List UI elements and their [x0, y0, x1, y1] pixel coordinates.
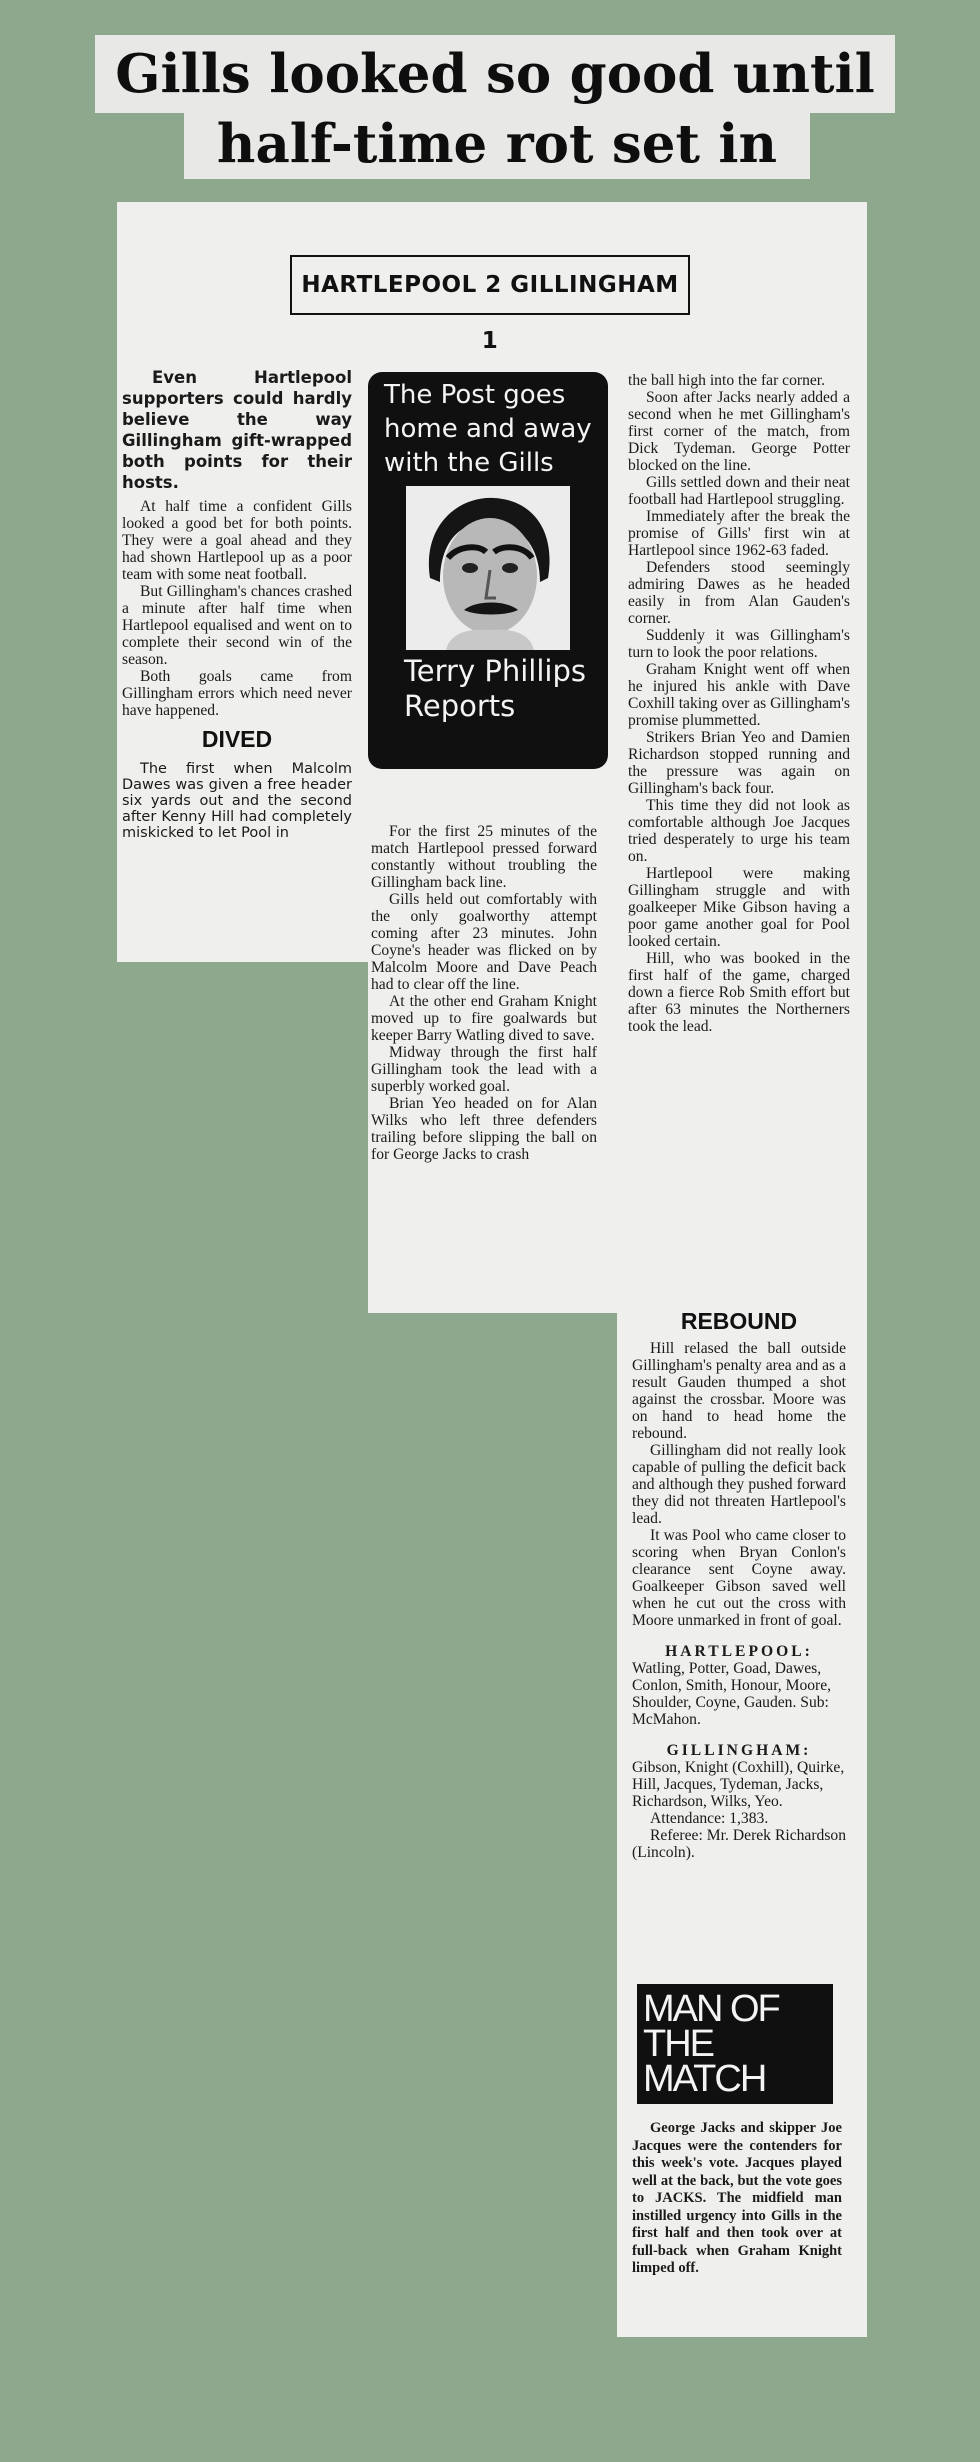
referee: Referee: Mr. Derek Richardson (Lincoln). [632, 1827, 846, 1861]
paragraph: Immediately after the break the promise of Gills' first win at Hartlepool since 1962-63 faded. [628, 508, 850, 559]
promo-box [368, 372, 608, 769]
gillingham-label: GILLINGHAM: [666, 1742, 812, 1759]
paragraph: For the first 25 minutes of the match Hartlepool pressed forward constantly without troubling the Gillingham back line. [371, 823, 597, 891]
paragraph: But Gillingham's chances crashed a minute after half time when Hartlepool equalised and went on to complete their second win of the season. [122, 583, 352, 668]
result-banner: HARTLEPOOL 2 GILLINGHAM 1 [290, 255, 690, 315]
paragraph: At half time a confident Gills looked a good bet for both points. They were a goal ahead and they had shown Hartlepool up as a poor team with some neat football. [122, 498, 352, 583]
paragraph: Graham Knight went off when he injured his ankle with Dave Coxhill taking over as Gillingham's promise plummetted. [628, 661, 850, 729]
motm-paragraph: George Jacks and skipper Joe Jacques were the contenders for this week's vote. Jacques played well at the back, but the vote goes to JACKS. The midfield man instilled urgency into Gills in the first half and then took over at full-back when Graham Knight limped off. [632, 2120, 842, 2276]
gillingham-lineup: Gibson, Knight (Coxhill), Quirke, Hill, Jacques, Tydeman, Jacks, Richardson, Wilks, Yeo. [632, 1759, 845, 1810]
column-4 [632, 1304, 846, 1861]
paragraph: Midway through the first half Gillingham took the lead with a superbly worked goal. [371, 1044, 597, 1095]
paragraph: Gillingham did not really look capable of pulling the deficit back and although they pushed forward they did not threaten Hartlepool's lead. [632, 1442, 846, 1527]
headline-line-2: half-time rot set in [184, 109, 810, 179]
hartlepool-lineup: Watling, Potter, Goad, Dawes, Conlon, Smith, Honour, Moore, Shoulder, Coyne, Gauden. Sub: McMahon. [632, 1660, 832, 1728]
paragraph: Defenders stood seemingly admiring Dawes as he headed easily in from Alan Gauden's corner. [628, 559, 850, 627]
paragraph: Both goals came from Gillingham errors which need never have happened. [122, 668, 352, 719]
paragraph: Hill relased the ball outside Gillingham's penalty area and as a result Gauden thumped a shot against the crossbar. Moore was on hand to head home the rebound. [632, 1340, 846, 1442]
hartlepool-label: HARTLEPOOL: [665, 1643, 813, 1660]
subhead-dived: DIVED [201, 726, 273, 752]
paragraph: The first when Malcolm Dawes was given a free header six yards out and the second after Kenny Hill had completely miskicked to let Pool in [122, 761, 352, 841]
column-1 [122, 367, 352, 841]
paragraph: Brian Yeo headed on for Alan Wilks who left three defenders trailing before slipping the ball on for George Jacks to crash [371, 1095, 597, 1163]
paragraph: Gills held out comfortably with the only goalworthy attempt coming after 23 minutes. John Coyne's header was flicked on by Malcolm Moore and Dave Peach had to clear off the line. [371, 891, 597, 993]
intro-paragraph: Even Hartlepool supporters could hardly believe the way Gillingham gift-wrapped both points for their hosts. [122, 368, 352, 492]
reporter-byline: Terry Phillips Reports [404, 654, 586, 723]
paragraph: It was Pool who came closer to scoring when Bryan Conlon's clearance sent Coyne away. Goalkeeper Gibson saved well when he cut out the cross with Moore unmarked in front of goal. [632, 1527, 846, 1629]
headline-line-1: Gills looked so good until [95, 35, 895, 113]
paragraph: Suddenly it was Gillingham's turn to look the poor relations. [628, 627, 850, 661]
promo-heading: The Post goes home and away with the Gills [384, 380, 592, 478]
paragraph: This time they did not look as comfortable although Joe Jacques tried desperately to urge his team on. [628, 797, 850, 865]
motm-text [632, 2120, 842, 2278]
paragraph: the ball high into the far corner. [628, 372, 826, 389]
man-of-the-match-badge: MAN OF THE MATCH [637, 1984, 833, 2104]
paragraph: Strikers Brian Yeo and Damien Richardson stopped running and the pressure was again on Gillingham's back four. [628, 729, 850, 797]
paragraph: Hill, who was booked in the first half of the game, charged down a fierce Rob Smith effort but after 63 minutes the Northerners took the lead. [628, 950, 850, 1035]
paragraph: Hartlepool were making Gillingham struggle and with goalkeeper Mike Gibson having a poor game another goal for Pool looked certain. [628, 865, 850, 950]
column-3 [628, 372, 850, 1035]
column-2 [371, 823, 597, 1163]
paragraph: Gills settled down and their neat football had Hartlepool struggling. [628, 474, 850, 508]
reporter-photo [406, 486, 570, 650]
subhead-rebound: REBOUND [680, 1308, 798, 1334]
paragraph: At the other end Graham Knight moved up to fire goalwards but keeper Barry Watling dived to save. [371, 993, 597, 1044]
paragraph: Soon after Jacks nearly added a second when he met Gillingham's first corner of the match, from Dick Tydeman. George Potter blocked on the line. [628, 389, 850, 474]
attendance: Attendance: 1,383. [650, 1810, 769, 1827]
